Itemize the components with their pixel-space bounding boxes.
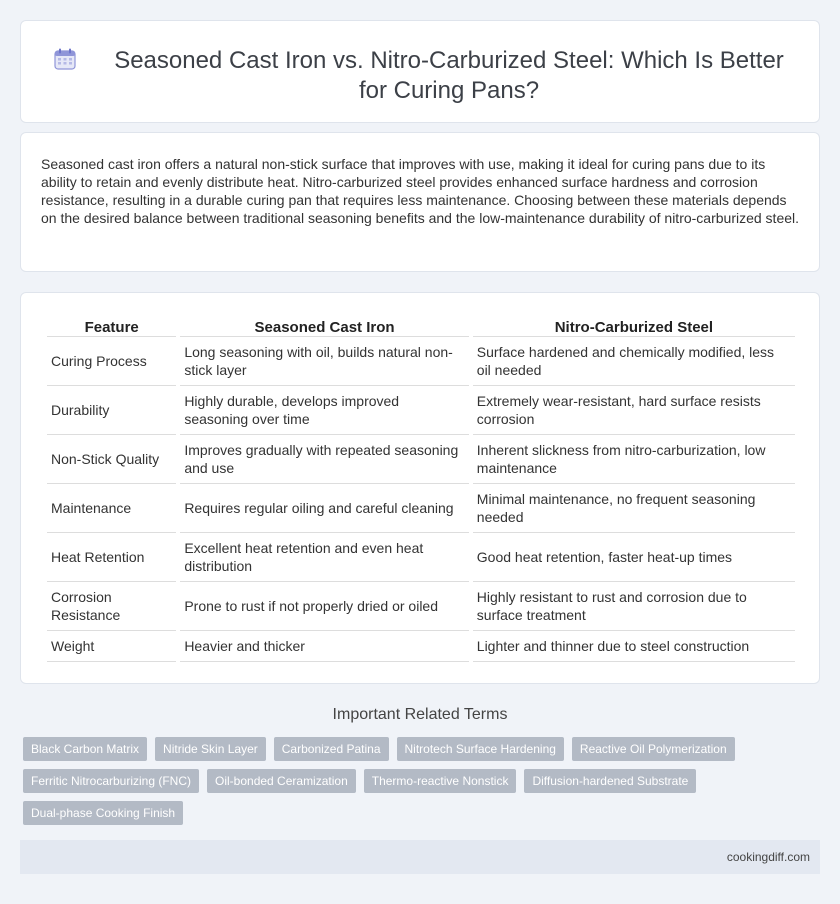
- nitro-steel-cell: Inherent slickness from nitro-carburization, low maintenance: [473, 435, 795, 484]
- page-title: Seasoned Cast Iron vs. Nitro-Carburized Steel: Which Is Better for Curing Pans?: [114, 47, 784, 104]
- nitro-steel-cell: Lighter and thinner due to steel construction: [473, 631, 795, 662]
- feature-cell: Maintenance: [47, 484, 176, 533]
- calendar-icon: [53, 47, 77, 71]
- table-row: [47, 435, 795, 484]
- related-term-tag[interactable]: Black Carbon Matrix: [23, 737, 147, 761]
- cast-iron-cell: Requires regular oiling and careful cleaning: [180, 484, 468, 533]
- table-row: [47, 533, 795, 582]
- table-header-row: [47, 315, 795, 337]
- table-row: [47, 631, 795, 662]
- cast-iron-cell: Excellent heat retention and even heat distribution: [180, 533, 468, 582]
- feature-cell: Corrosion Resistance: [47, 582, 176, 631]
- comparison-card: [20, 292, 820, 684]
- footer: [20, 840, 820, 874]
- related-term-tag[interactable]: Thermo-reactive Nonstick: [364, 769, 517, 793]
- table-row: [47, 484, 795, 533]
- nitro-steel-cell: Extremely wear-resistant, hard surface resists corrosion: [473, 386, 795, 435]
- feature-cell: Curing Process: [47, 337, 176, 386]
- table-row: [47, 386, 795, 435]
- related-term-tag[interactable]: Oil-bonded Ceramization: [207, 769, 356, 793]
- related-term-tag[interactable]: Nitrotech Surface Hardening: [397, 737, 564, 761]
- header-nitro-steel: Nitro-Carburized Steel: [473, 315, 795, 337]
- related-terms-heading: Important Related Terms: [332, 706, 508, 723]
- cast-iron-cell: Improves gradually with repeated seasoning and use: [180, 435, 468, 484]
- feature-cell: Weight: [47, 631, 176, 662]
- related-term-tag[interactable]: Diffusion-hardened Substrate: [524, 769, 696, 793]
- title-card: [20, 20, 820, 123]
- nitro-steel-cell: Surface hardened and chemically modified, less oil needed: [473, 337, 795, 386]
- header-cast-iron: Seasoned Cast Iron: [180, 315, 468, 337]
- table-row: [47, 582, 795, 631]
- related-term-tag[interactable]: Ferritic Nitrocarburizing (FNC): [23, 769, 199, 793]
- nitro-steel-cell: Minimal maintenance, no frequent seasoning needed: [473, 484, 795, 533]
- nitro-steel-cell: Highly resistant to rust and corrosion due to surface treatment: [473, 582, 795, 631]
- cast-iron-cell: Long seasoning with oil, builds natural non-stick layer: [180, 337, 468, 386]
- related-terms-list: [23, 737, 743, 825]
- related-term-tag[interactable]: Reactive Oil Polymerization: [572, 737, 735, 761]
- related-term-tag[interactable]: Carbonized Patina: [274, 737, 389, 761]
- table-row: [47, 337, 795, 386]
- intro-paragraph: Seasoned cast iron offers a natural non-stick surface that improves with use, making it ideal for curing pans due to its ability to retain and evenly distribute heat. Nitro-carburized steel provides enhanced surface hardness and corrosion resistance, resulting in a durable curing pan that requires less maintenance. Choosing between these materials depends on the desired balance between traditional seasoning benefits and the low-maintenance durability of nitro-carburized steel.: [41, 156, 800, 226]
- header-feature: Feature: [47, 315, 176, 337]
- related-term-tag[interactable]: Dual-phase Cooking Finish: [23, 801, 183, 825]
- feature-cell: Durability: [47, 386, 176, 435]
- nitro-steel-cell: Good heat retention, faster heat-up times: [473, 533, 795, 582]
- cast-iron-cell: Highly durable, develops improved seasoning over time: [180, 386, 468, 435]
- cast-iron-cell: Prone to rust if not properly dried or oiled: [180, 582, 468, 631]
- feature-cell: Non-Stick Quality: [47, 435, 176, 484]
- comparison-table: [43, 315, 799, 662]
- feature-cell: Heat Retention: [47, 533, 176, 582]
- related-term-tag[interactable]: Nitride Skin Layer: [155, 737, 266, 761]
- intro-card: [20, 132, 820, 272]
- cast-iron-cell: Heavier and thicker: [180, 631, 468, 662]
- footer-site-link[interactable]: cookingdiff.com: [726, 850, 810, 864]
